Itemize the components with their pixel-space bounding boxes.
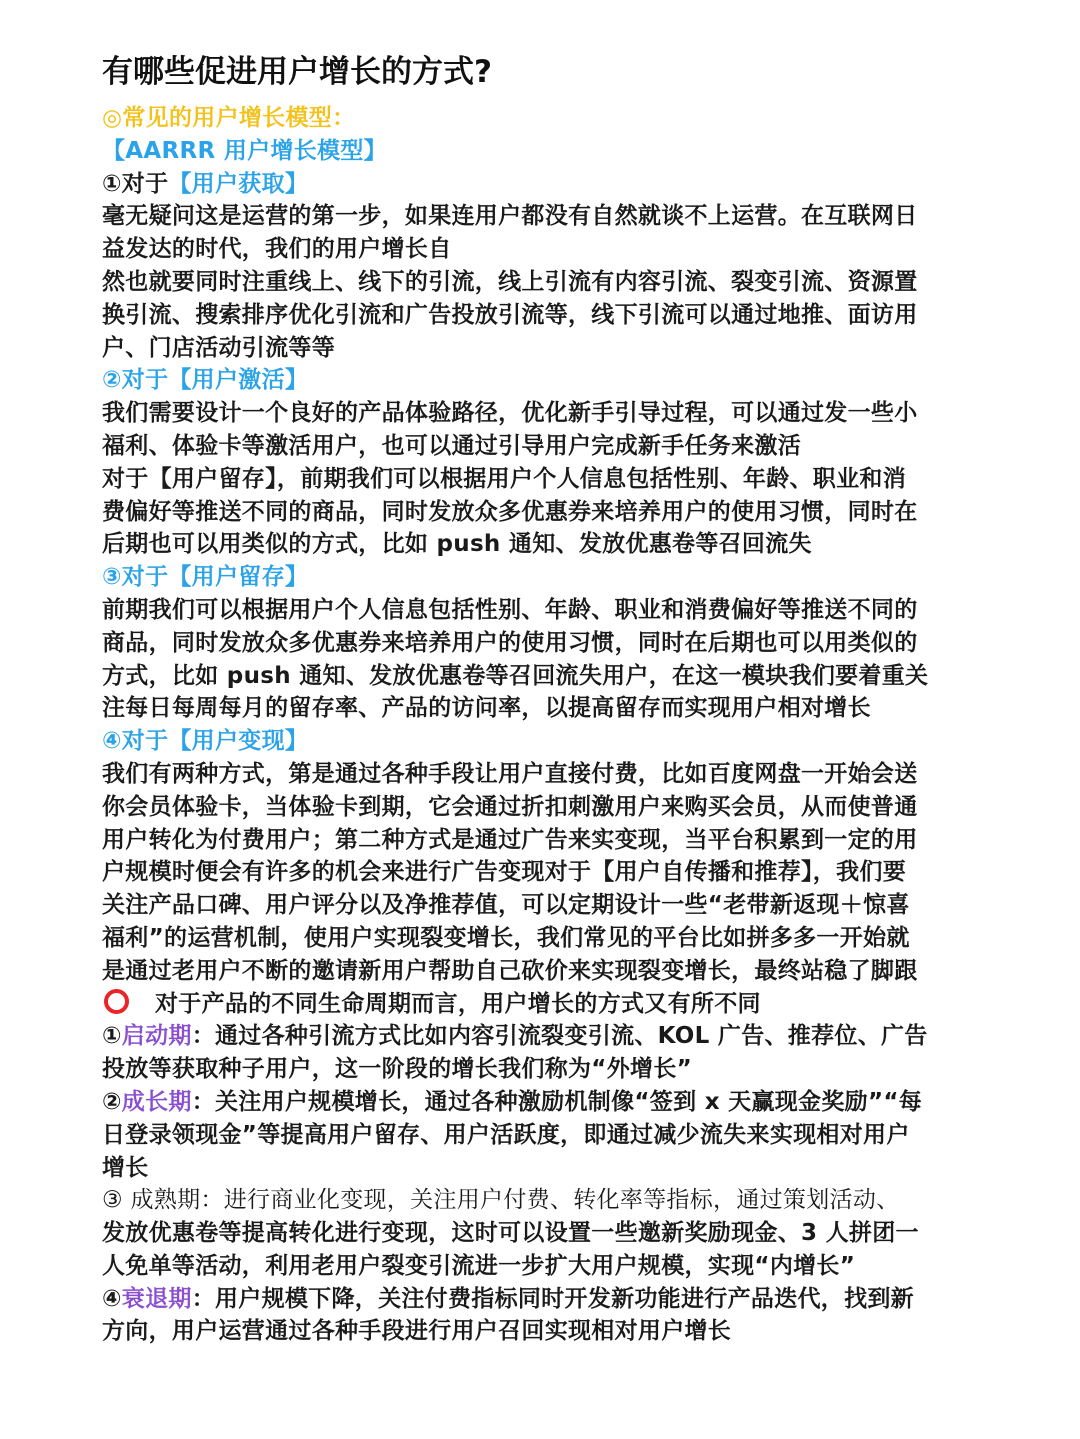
text-segment: ③ 成熟期：进行商业化变现，关注用户付费、转化率等指标，通过策划活动、 (102, 1187, 900, 1214)
text-line (102, 1086, 980, 1119)
text-segment: 毫无疑问这是运营的第一步，如果连用户都没有自然就谈不上运营。在互联网日 (102, 203, 918, 230)
text-line (102, 233, 980, 266)
page-title: 有哪些促进用户增长的方式? (102, 54, 492, 90)
text-segment: 费偏好等推送不同的商品，同时发放众多优惠券来培养用户的使用习惯，同时在 (102, 498, 918, 525)
text-line (102, 1315, 980, 1348)
text-line (102, 397, 980, 430)
text-segment: ④对于【用户变现】 (102, 728, 309, 755)
text-segment: ：通过各种引流方式比如内容引流裂变引流、KOL 广告、推荐位、广告 (191, 1023, 928, 1050)
text-segment: 是通过老用户不断的邀请新用户帮助自己砍价来实现裂变增长，最终站稳了脚跟 (102, 957, 918, 984)
text-line (102, 1250, 980, 1283)
text-segment: 启动期 (121, 1023, 192, 1050)
article-body (102, 102, 980, 1348)
text-line (102, 660, 980, 693)
text-segment: 关注产品口碑、用户评分以及净推荐值，可以定期设计一些“老带新返现＋惊喜 (102, 892, 910, 919)
text-line (102, 1217, 980, 1250)
text-segment: 注每日每周每月的留存率、产品的访问率，以提高留存而实现用户相对增长 (102, 695, 871, 722)
text-segment: 方式，比如 push 通知、发放优惠卷等召回流失用户，在这一模块我们要着重关 (102, 662, 929, 689)
text-line (102, 824, 980, 857)
text-segment: 增长 (102, 1154, 149, 1181)
text-line (102, 988, 980, 1021)
text-line (102, 496, 980, 529)
text-line (102, 463, 980, 496)
text-line (102, 725, 980, 758)
text-segment: 户、门店活动引流等等 (102, 334, 335, 361)
text-line (102, 889, 980, 922)
text-segment: ①对于 (102, 170, 169, 197)
text-line (102, 594, 980, 627)
text-segment: 后期也可以用类似的方式，比如 push 通知、发放优惠卷等召回流失 (102, 531, 812, 558)
text-line (102, 528, 980, 561)
text-segment: ② (102, 1088, 122, 1115)
text-line (102, 955, 980, 988)
text-line (102, 364, 980, 397)
text-line (102, 1020, 980, 1053)
text-segment: 对于【用户留存】，前期我们可以根据用户个人信息包括性别、年龄、职业和消 (102, 465, 906, 492)
text-segment: 对于产品的不同生命周期而言，用户增长的方式又有所不同 (155, 990, 761, 1017)
text-segment: 【用户获取】 (168, 170, 309, 197)
text-line (102, 692, 980, 725)
text-segment: 日登录领现金”等提高用户留存、用户活跃度，即通过减少流失来实现相对用户 (102, 1121, 910, 1148)
text-segment: 商品，同时发放众多优惠券来培养用户的使用习惯，同时在后期也可以用类似的 (102, 629, 918, 656)
text-line (102, 200, 980, 233)
text-line (102, 102, 980, 135)
text-line (102, 1184, 980, 1217)
text-line (102, 1119, 980, 1152)
text-segment: ：用户规模下降，关注付费指标同时开发新功能进行产品迭代，找到新 (191, 1285, 914, 1312)
text-segment: 换引流、搜索排序优化引流和广告投放引流等，线下引流可以通过地推、面访用 (102, 301, 918, 328)
text-segment: 投放等获取种子用户，这一阶段的增长我们称为“外增长” (102, 1056, 693, 1083)
text-segment: 然也就要同时注重线上、线下的引流，线上引流有内容引流、裂变引流、资源置 (102, 268, 918, 295)
text-line (102, 332, 980, 365)
text-line (102, 561, 980, 594)
text-segment: 发放优惠卷等提高转化进行变现，这时可以设置一些邀新奖励现金、3 人拼团一 (102, 1220, 919, 1247)
text-segment: 衰退期 (121, 1285, 192, 1312)
text-line (102, 1152, 980, 1185)
text-line (102, 758, 980, 791)
text-segment: 【AARRR 用户增长模型】 (102, 137, 387, 164)
text-segment: ②对于【用户激活】 (102, 367, 309, 394)
text-segment: 户规模时便会有许多的机会来进行广告变现对于【用户自传播和推荐】，我们要 (102, 859, 906, 886)
text-segment: 福利、体验卡等激活用户，也可以通过引导用户完成新手任务来激活 (102, 432, 801, 459)
text-segment: 前期我们可以根据用户个人信息包括性别、年龄、职业和消费偏好等推送不同的 (102, 596, 918, 623)
text-segment: ：关注用户规模增长，通过各种激励机制像“签到 x 天赢现金奖励”“每 (191, 1088, 923, 1115)
text-line (102, 922, 980, 955)
text-segment: 我们有两种方式，第是通过各种手段让用户直接付费，比如百度网盘一开始会送 (102, 760, 918, 787)
text-line (102, 135, 980, 168)
text-line (102, 168, 980, 201)
text-line (102, 299, 980, 332)
text-segment: ◎常见的用户增长模型： (102, 105, 356, 131)
text-line (102, 627, 980, 660)
text-line (102, 266, 980, 299)
text-line (102, 1283, 980, 1316)
text-line (102, 791, 980, 824)
red-circle-icon (104, 989, 129, 1014)
text-segment: 益发达的时代，我们的用户增长自 (102, 236, 452, 263)
text-line (102, 1053, 980, 1086)
text-segment: 福利”的运营机制，使用户实现裂变增长，我们常见的平台比如拼多多一开始就 (102, 924, 910, 951)
text-line (102, 430, 980, 463)
text-segment: ① (102, 1023, 122, 1050)
text-line (102, 856, 980, 889)
text-segment: 人免单等活动，利用老用户裂变引流进一步扩大用户规模，实现“内增长” (102, 1252, 856, 1279)
text-segment: 我们需要设计一个良好的产品体验路径，优化新手引导过程，可以通过发一些小 (102, 400, 918, 427)
text-segment: 成长期 (121, 1088, 192, 1115)
text-segment: 方向，用户运营通过各种手段进行用户召回实现相对用户增长 (102, 1318, 732, 1345)
text-segment: ③对于【用户留存】 (102, 564, 309, 591)
text-segment: 用户转化为付费用户；第二种方式是通过广告来实变现，当平台积累到一定的用 (102, 826, 918, 853)
text-segment: ④ (102, 1285, 122, 1312)
text-segment: 你会员体验卡，当体验卡到期，它会通过折扣刺激用户来购买会员，从而使普通 (102, 793, 918, 820)
